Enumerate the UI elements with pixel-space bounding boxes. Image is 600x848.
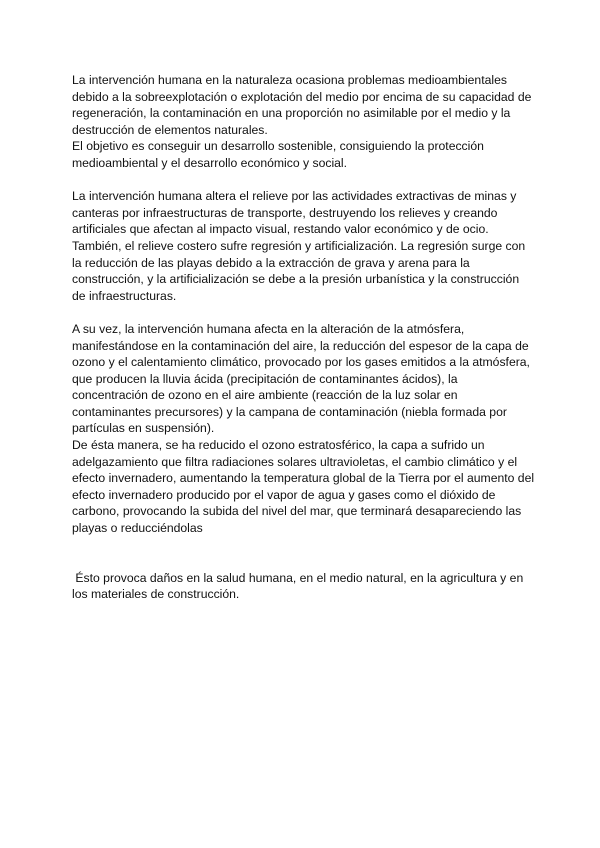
paragraph-spacer [72,172,536,189]
paragraph-environmental-problems: La intervención humana en la naturaleza ocasiona problemas medioambientales debido a la sobreexplotación o explotación del medio por encima de su capacidad de regeneración, la contaminación en una proporción no asimilable por el medio y la destrucción de elementos naturales. [72,73,532,137]
paragraph-relief-alteration: La intervención humana altera el relieve por las actividades extractivas de minas y canteras por infraestructuras de transporte, destruyendo los relieves y creando artificiales que afectan al impacto visual, restando valor económico y de ocio. También, el relieve costero sufre regresión y artificialización. La regresión surge con la reducción de las playas debido a la extracción de grava y arena para la construcción, y la artificialización se debe a la presión urbanística y la construcción de infraestructuras. [72,189,526,303]
paragraph-sustainable-development: El objetivo es conseguir un desarrollo sostenible, consiguiendo la protección medioambiental y el desarrollo económico y social. [72,139,484,170]
paragraph-spacer [72,304,536,321]
document-body [72,72,536,603]
paragraph-ozone-reduction: De ésta manera, se ha reducido el ozono estratosférico, la capa a sufrido un adelgazamiento que filtra radiaciones solares ultravioletas, el cambio climático y el efecto invernadero, aumentando la temperatura global de la Tierra por el aumento del efecto invernadero producido por el vapor de agua y gases como el dióxido de carbono, provocando la subida del nivel del mar, que terminará desapareciendo las playas o reducciéndolas [72,438,535,536]
paragraph-consequences: Ésto provoca daños en la salud humana, en el medio natural, en la agricultura y en los materiales de construcción. [72,570,527,602]
paragraph-atmosphere-alteration: A su vez, la intervención humana afecta en la alteración de la atmósfera, manifestándose en la contaminación del aire, la reducción del espesor de la capa de ozono y el calentamiento climático, provocado por los gases emitidos a la atmósfera, que producen la lluvia ácida (precipitación de contaminantes ácidos), la concentración de ozono en el aire ambiente (reacción de la luz solar en contaminantes precursores) y la campana de contaminación (niebla formada por partículas en suspensión). [72,321,530,436]
paragraph-spacer [72,537,536,570]
